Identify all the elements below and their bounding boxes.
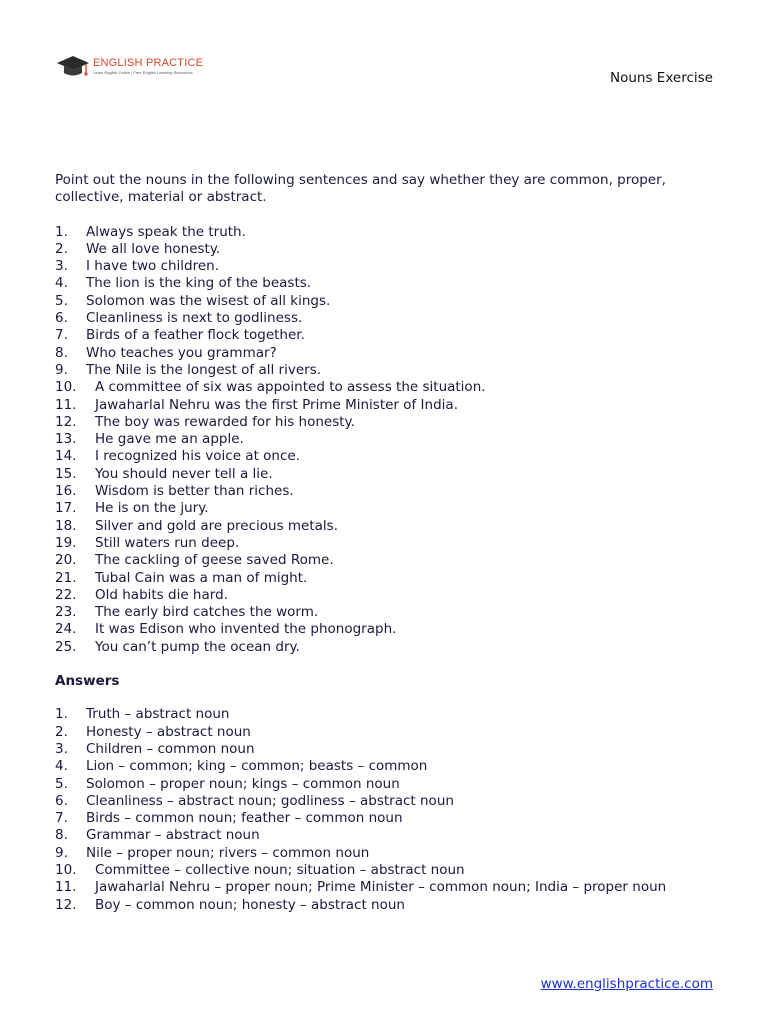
- answer-item-text: Nile – proper noun; rivers – common noun: [86, 844, 370, 861]
- answer-item-text: Truth – abstract noun: [86, 706, 230, 723]
- question-item: [55, 621, 715, 638]
- question-item-text: He is on the jury.: [95, 500, 209, 517]
- question-item-number: 4.: [55, 275, 68, 292]
- question-item-number: 20.: [55, 552, 77, 569]
- question-item-number: 25.: [55, 638, 77, 655]
- question-item: [55, 639, 715, 656]
- question-item-text: Silver and gold are precious metals.: [95, 517, 338, 534]
- question-item-number: 8.: [55, 344, 68, 361]
- question-item-number: 6.: [55, 310, 68, 327]
- question-item-text: It was Edison who invented the phonograph.: [95, 621, 397, 638]
- question-item: [55, 224, 715, 241]
- question-item: [55, 241, 715, 258]
- question-item-text: Solomon was the wisest of all kings.: [86, 292, 331, 309]
- answer-item-text: Grammar – abstract noun: [86, 827, 260, 844]
- answer-item: [55, 845, 715, 862]
- answer-item-number: 5.: [55, 775, 68, 792]
- question-item: [55, 397, 715, 414]
- question-item-number: 21.: [55, 569, 77, 586]
- question-item: [55, 379, 715, 396]
- question-item-number: 14.: [55, 448, 77, 465]
- question-item: [55, 275, 715, 292]
- question-item-number: 5.: [55, 292, 68, 309]
- question-item-text: You should never tell a lie.: [95, 465, 273, 482]
- answers-heading: Answers: [55, 673, 120, 690]
- question-item-text: Wisdom is better than riches.: [95, 483, 294, 500]
- question-item: [55, 466, 715, 483]
- question-item: [55, 431, 715, 448]
- answer-item-number: 4.: [55, 758, 68, 775]
- answer-item-text: Lion – common; king – common; beasts – common: [86, 758, 428, 775]
- answer-item: [55, 862, 715, 879]
- question-item-number: 13.: [55, 431, 77, 448]
- question-item: [55, 362, 715, 379]
- question-item-text: I recognized his voice at once.: [95, 448, 300, 465]
- question-item-text: Cleanliness is next to godliness.: [86, 310, 303, 327]
- question-item: [55, 570, 715, 587]
- question-item-text: Still waters run deep.: [95, 534, 240, 551]
- question-item: [55, 552, 715, 569]
- question-item: [55, 258, 715, 275]
- question-item-number: 23.: [55, 604, 77, 621]
- answer-item-number: 9.: [55, 844, 68, 861]
- question-item: [55, 310, 715, 327]
- question-item: [55, 483, 715, 500]
- answer-item-number: 2.: [55, 723, 68, 740]
- question-item: [55, 535, 715, 552]
- question-item-number: 2.: [55, 240, 68, 257]
- question-item: [55, 500, 715, 517]
- answer-item-text: Jawaharlal Nehru – proper noun; Prime Minister – common noun; India – proper noun: [95, 879, 667, 896]
- answer-item: [55, 879, 715, 896]
- answer-item: [55, 706, 715, 723]
- question-item-text: You can’t pump the ocean dry.: [95, 638, 300, 655]
- logo: [55, 52, 203, 80]
- question-item-number: 9.: [55, 361, 68, 378]
- question-item-text: Jawaharlal Nehru was the first Prime Minister of India.: [95, 396, 458, 413]
- footer: [541, 976, 713, 992]
- question-item-text: The lion is the king of the beasts.: [86, 275, 312, 292]
- question-item-number: 3.: [55, 258, 68, 275]
- website-link[interactable]: www.englishpractice.com: [540, 976, 713, 992]
- question-item-number: 7.: [55, 327, 68, 344]
- answer-item: [55, 724, 715, 741]
- question-item: [55, 448, 715, 465]
- question-item-text: We all love honesty.: [86, 240, 221, 257]
- question-item: [55, 587, 715, 604]
- answer-item-text: Birds – common noun; feather – common noun: [86, 810, 403, 827]
- question-item-number: 11.: [55, 396, 77, 413]
- question-item-text: The Nile is the longest of all rivers.: [86, 361, 322, 378]
- answer-item-number: 1.: [55, 706, 68, 723]
- question-item-text: Tubal Cain was a man of might.: [95, 569, 308, 586]
- questions-list: [55, 224, 715, 656]
- question-item-text: The boy was rewarded for his honesty.: [95, 413, 355, 430]
- answer-item: [55, 793, 715, 810]
- answer-item-number: 10.: [55, 861, 77, 878]
- answer-item-text: Boy – common noun; honesty – abstract noun: [95, 896, 405, 913]
- answer-item-number: 3.: [55, 740, 68, 757]
- question-item-text: A committee of six was appointed to assess the situation.: [95, 379, 486, 396]
- logo-tagline: Learn English Online | Free English Learning Resources: [93, 69, 193, 75]
- instructions: Point out the nouns in the following sentences and say whether they are common, proper, collective, material or abstract.: [55, 172, 666, 206]
- answer-item: [55, 810, 715, 827]
- question-item-number: 15.: [55, 465, 77, 482]
- question-item-number: 10.: [55, 379, 77, 396]
- question-item-text: I have two children.: [86, 258, 220, 275]
- answer-item-text: Children – common noun: [86, 740, 255, 757]
- question-item-number: 16.: [55, 483, 77, 500]
- answer-item: [55, 776, 715, 793]
- question-item-number: 24.: [55, 621, 77, 638]
- answer-item-number: 8.: [55, 827, 68, 844]
- answer-item-text: Committee – collective noun; situation – abstract noun: [95, 861, 465, 878]
- answer-item-number: 6.: [55, 792, 68, 809]
- question-item-text: Who teaches you grammar?: [86, 344, 277, 361]
- answer-item-text: Honesty – abstract noun: [86, 723, 251, 740]
- question-item-number: 18.: [55, 517, 77, 534]
- question-item: [55, 414, 715, 431]
- question-item: [55, 293, 715, 310]
- question-item-number: 19.: [55, 534, 77, 551]
- question-item-text: Always speak the truth.: [86, 223, 246, 240]
- question-item: [55, 518, 715, 535]
- graduation-cap-icon: [55, 53, 91, 79]
- document-title: Nouns Exercise: [610, 70, 713, 86]
- answer-item-number: 11.: [55, 879, 77, 896]
- question-item-text: He gave me an apple.: [95, 431, 244, 448]
- answer-item-text: Solomon – proper noun; kings – common noun: [86, 775, 400, 792]
- document-body: [55, 172, 715, 914]
- logo-name: ENGLISH PRACTICE: [93, 56, 204, 69]
- question-item-number: 22.: [55, 586, 77, 603]
- answer-item-text: Cleanliness – abstract noun; godliness – abstract noun: [86, 792, 454, 809]
- answer-item: [55, 758, 715, 775]
- question-item: [55, 327, 715, 344]
- answer-item: [55, 827, 715, 844]
- question-item-number: 17.: [55, 500, 77, 517]
- answer-item-number: 12.: [55, 896, 77, 913]
- question-item-text: Birds of a feather flock together.: [86, 327, 305, 344]
- question-item-number: 12.: [55, 413, 77, 430]
- question-item: [55, 345, 715, 362]
- question-item-text: Old habits die hard.: [95, 586, 228, 603]
- question-item-text: The cackling of geese saved Rome.: [95, 552, 334, 569]
- question-item-number: 1.: [55, 223, 68, 240]
- answer-item-number: 7.: [55, 810, 68, 827]
- question-item: [55, 604, 715, 621]
- question-item-text: The early bird catches the worm.: [95, 604, 319, 621]
- answer-item: [55, 741, 715, 758]
- answers-list: [55, 706, 715, 914]
- answer-item: [55, 897, 715, 914]
